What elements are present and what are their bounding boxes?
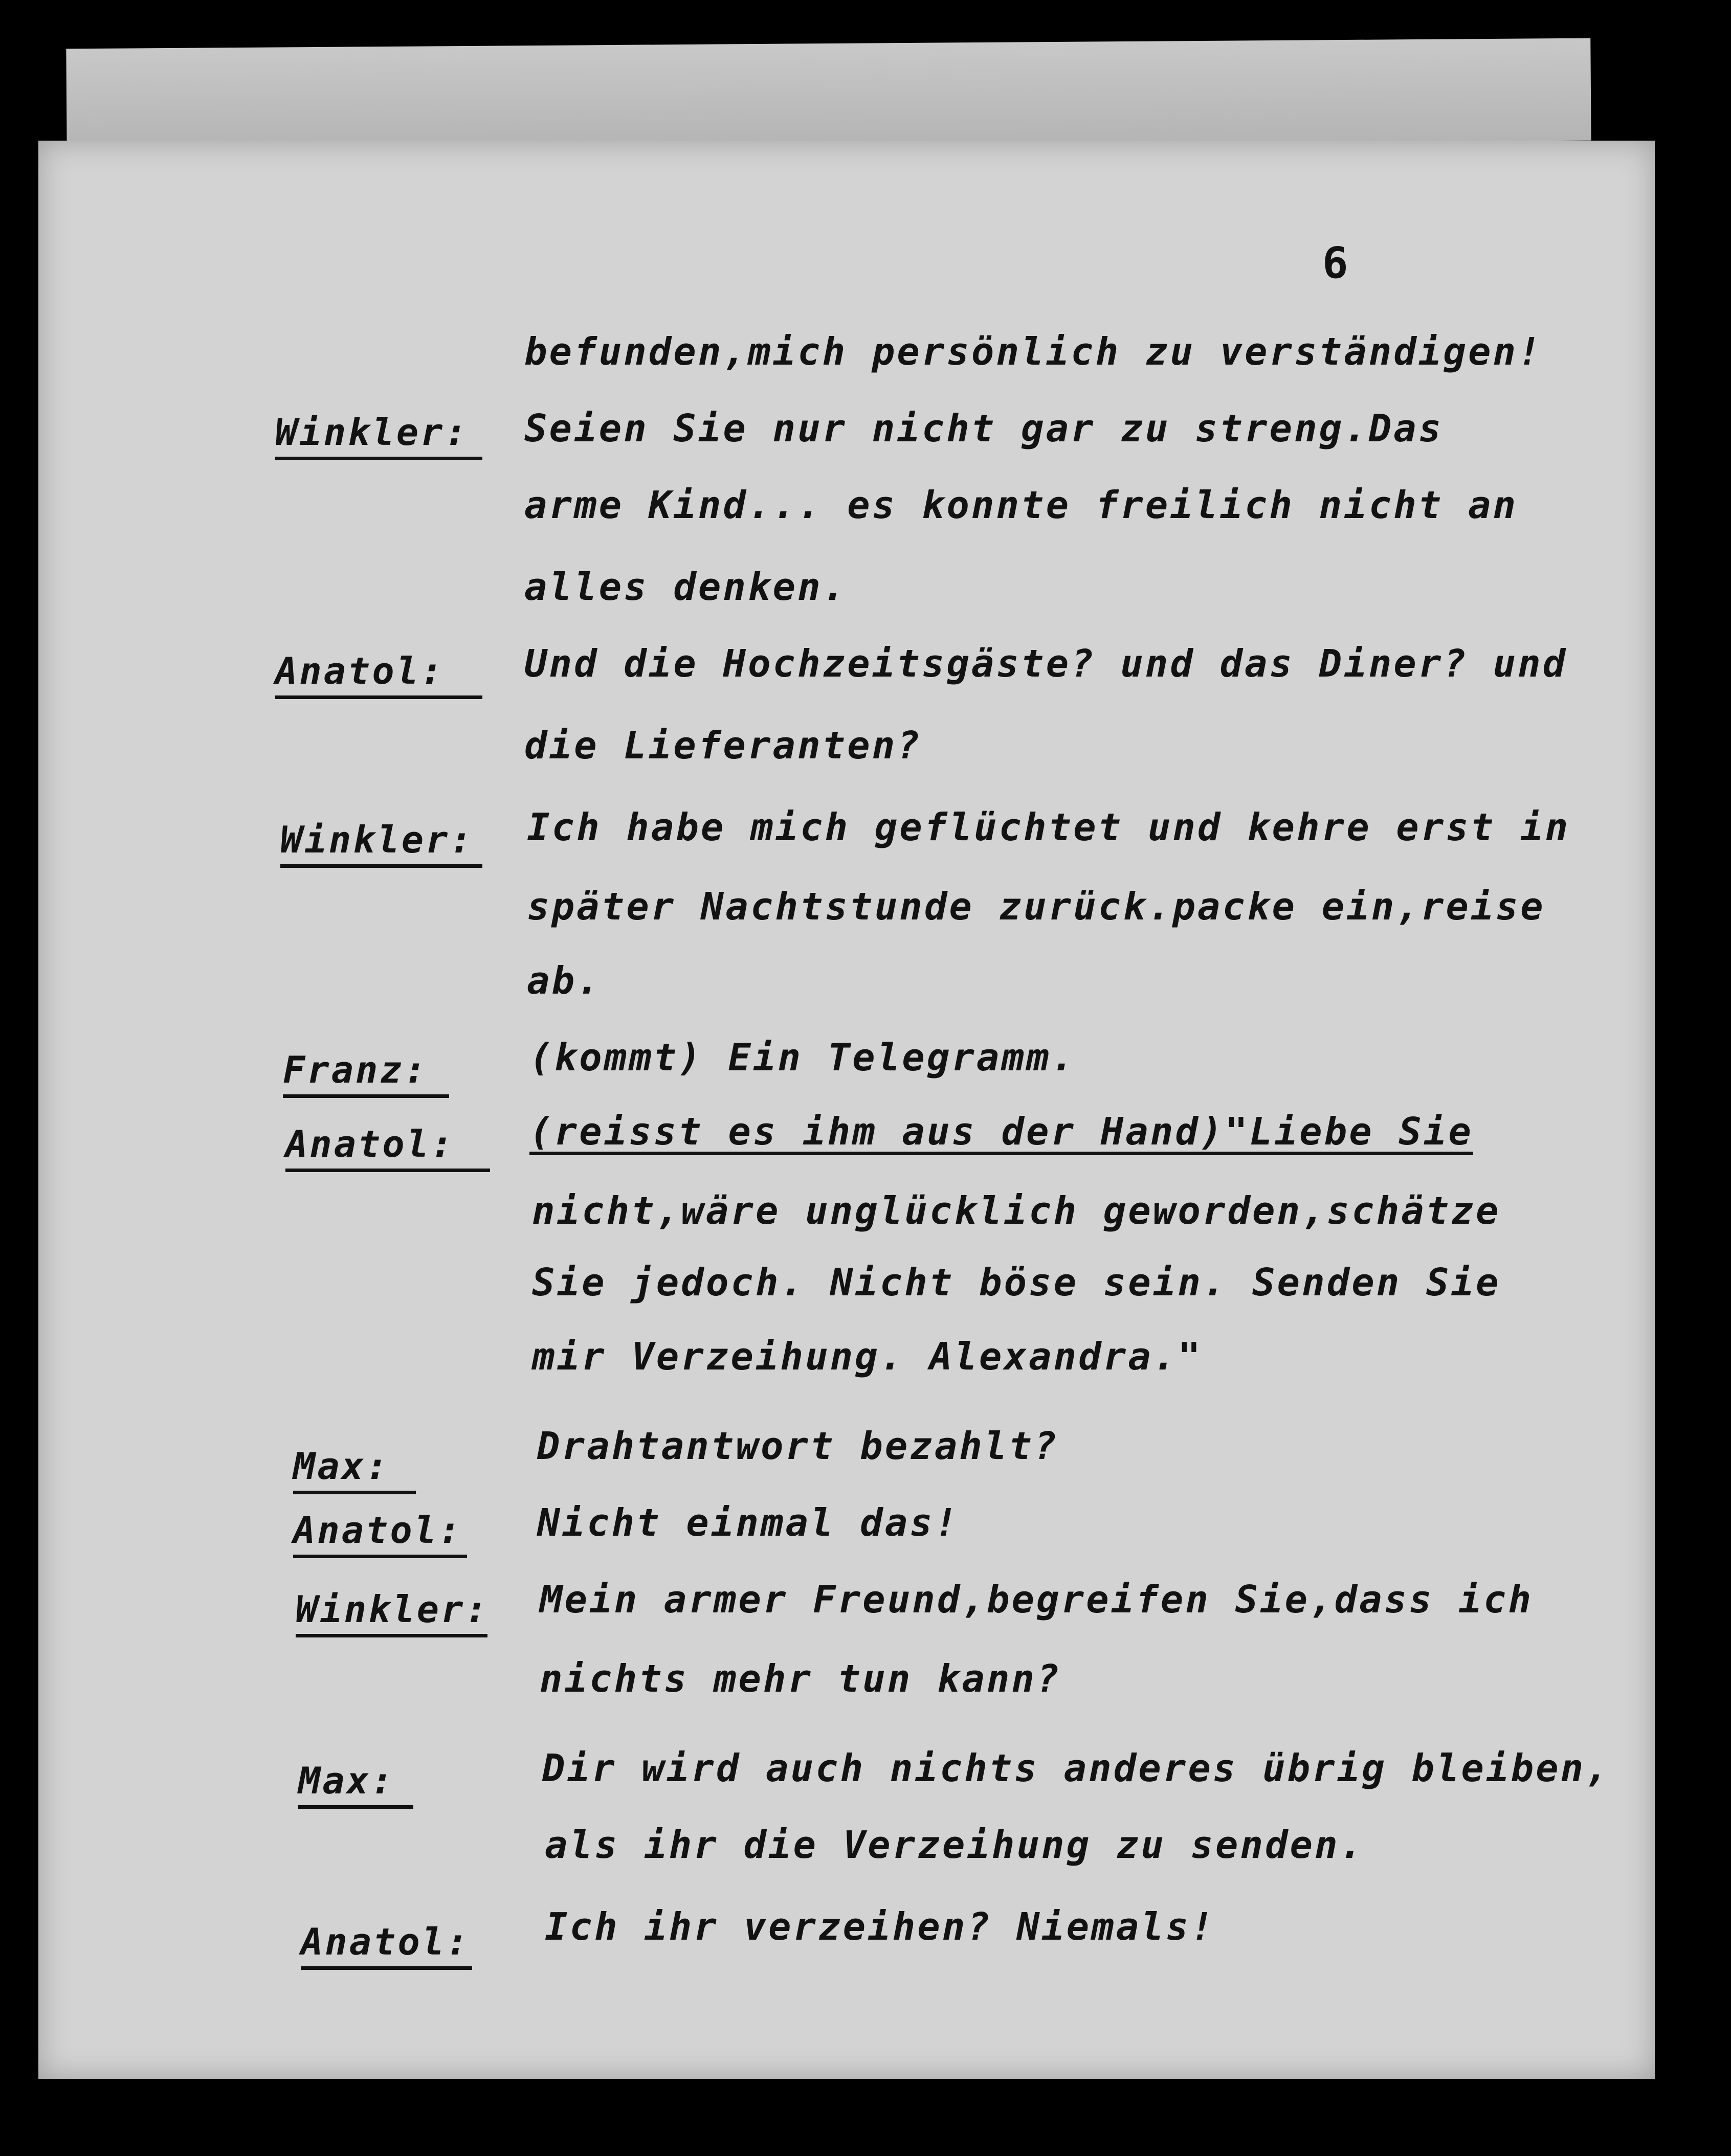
text-line: nicht,wäre unglücklich geworden,schätze xyxy=(532,1189,1501,1233)
speaker-label: Anatol: xyxy=(301,1920,472,1970)
text-line: alles denken. xyxy=(524,565,848,609)
text-line: Dir wird auch nichts anderes übrig bleiben, xyxy=(542,1746,1610,1790)
text-line: (reisst es ihm aus der Hand)"Liebe Sie xyxy=(529,1110,1473,1154)
speaker-label: Max: xyxy=(293,1445,416,1494)
text-line: Seien Sie nur nicht gar zu streng.Das xyxy=(524,407,1444,451)
speaker-label: Winkler: xyxy=(296,1588,487,1637)
typewritten-page xyxy=(38,141,1655,2079)
text-line: arme Kind... es konnte freilich nicht an xyxy=(524,483,1518,527)
underlying-sheet-edge xyxy=(66,38,1591,151)
text-line: nichts mehr tun kann? xyxy=(540,1657,1061,1701)
speaker-label: Franz: xyxy=(283,1048,449,1098)
speaker-label: Anatol: xyxy=(285,1122,490,1172)
text-line: die Lieferanten? xyxy=(524,724,922,768)
text-line: Nicht einmal das! xyxy=(537,1501,960,1545)
text-line: Ich ihr verzeihen? Niemals! xyxy=(545,1905,1215,1949)
text-line: Sie jedoch. Nicht böse sein. Senden Sie xyxy=(532,1261,1501,1305)
text-line: als ihr die Verzeihung zu senden. xyxy=(545,1823,1365,1867)
speaker-label: Winkler: xyxy=(275,411,482,460)
speaker-label: Max: xyxy=(298,1759,413,1809)
speaker-label: Winkler: xyxy=(280,818,482,868)
page-number: 6 xyxy=(1322,238,1348,288)
text-line: Drahtantwort bezahlt? xyxy=(537,1424,1059,1468)
text-line: Ich habe mich geflüchtet und kehre erst in xyxy=(527,805,1570,849)
text-line: später Nachtstunde zurück.packe ein,reise xyxy=(527,885,1545,929)
text-line: (kommt) Ein Telegramm. xyxy=(529,1036,1076,1080)
text-line: Mein armer Freund,begreifen Sie,dass ich xyxy=(540,1578,1534,1622)
speaker-label: Anatol: xyxy=(275,649,482,699)
speaker-label: Anatol: xyxy=(293,1509,467,1558)
text-line: ab. xyxy=(527,959,602,1003)
text-line: befunden,mich persönlich zu verständigen! xyxy=(524,330,1543,374)
text-line: mir Verzeihung. Alexandra." xyxy=(532,1335,1203,1379)
text-line: Und die Hochzeitsgäste? und das Diner? und xyxy=(524,642,1568,686)
